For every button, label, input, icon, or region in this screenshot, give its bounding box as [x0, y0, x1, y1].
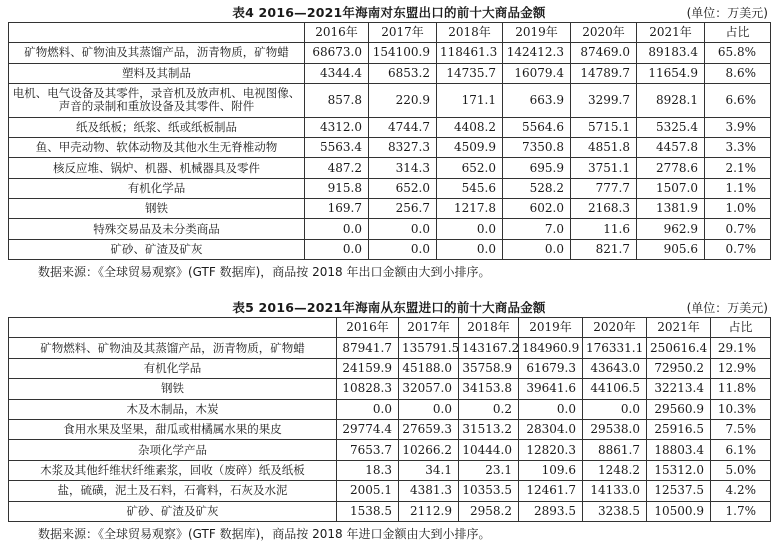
- value-cell: 0.0: [503, 239, 571, 259]
- value-cell: 0.2: [459, 399, 519, 419]
- header-cell: 2017年: [369, 23, 437, 43]
- value-cell: 27659.3: [399, 419, 459, 439]
- value-cell: 34153.8: [459, 379, 519, 399]
- value-cell: 0.0: [305, 219, 369, 239]
- table-row: [9, 440, 771, 460]
- value-cell: 777.7: [571, 178, 637, 198]
- value-cell: 1217.8: [437, 199, 503, 219]
- share-cell: 6.1%: [711, 440, 771, 460]
- value-cell: 169.7: [305, 199, 369, 219]
- header-cell: 2020年: [583, 318, 647, 338]
- value-cell: 4457.8: [637, 138, 705, 158]
- value-cell: 3299.7: [571, 83, 637, 117]
- table-row: [9, 63, 771, 83]
- value-cell: 4744.7: [369, 117, 437, 137]
- export-table-source: 数据来源：《全球贸易观察》(GTF 数据库)，商品按 2018 年出口金额由大到小排序。: [38, 264, 491, 279]
- value-cell: 602.0: [503, 199, 571, 219]
- value-cell: 154100.9: [369, 43, 437, 63]
- value-cell: 1381.9: [637, 199, 705, 219]
- value-cell: 109.6: [519, 460, 583, 480]
- header-cell: 2021年: [647, 318, 711, 338]
- value-cell: 220.9: [369, 83, 437, 117]
- value-cell: 29774.4: [337, 419, 399, 439]
- value-cell: 5563.4: [305, 138, 369, 158]
- commodity-name: 杂项化学产品: [9, 440, 337, 460]
- value-cell: 31513.2: [459, 419, 519, 439]
- table-row: [9, 43, 771, 63]
- value-cell: 1248.2: [583, 460, 647, 480]
- value-cell: 171.1: [437, 83, 503, 117]
- commodity-name: 木及木制品，木炭: [9, 399, 337, 419]
- value-cell: 39641.6: [519, 379, 583, 399]
- import-table-unit: (单位：万美元): [686, 301, 768, 315]
- commodity-name: 有机化学品: [9, 358, 337, 378]
- share-cell: 65.8%: [705, 43, 771, 63]
- value-cell: 72950.2: [647, 358, 711, 378]
- value-cell: 16079.4: [503, 63, 571, 83]
- value-cell: 24159.9: [337, 358, 399, 378]
- value-cell: 487.2: [305, 158, 369, 178]
- header-cell: 占比: [705, 23, 771, 43]
- value-cell: 0.0: [583, 399, 647, 419]
- value-cell: 528.2: [503, 178, 571, 198]
- value-cell: 87469.0: [571, 43, 637, 63]
- commodity-name: 矿物燃料、矿物油及其蒸馏产品，沥青物质，矿物蜡: [9, 43, 305, 63]
- value-cell: 915.8: [305, 178, 369, 198]
- table-row: [9, 83, 771, 117]
- commodity-name: 矿砂、矿渣及矿灰: [9, 239, 305, 259]
- share-cell: 12.9%: [711, 358, 771, 378]
- header-cell: 2017年: [399, 318, 459, 338]
- value-cell: 1538.5: [337, 501, 399, 521]
- table-row: [9, 199, 771, 219]
- import-table-head-row: [9, 318, 771, 338]
- value-cell: 10444.0: [459, 440, 519, 460]
- value-cell: 12820.3: [519, 440, 583, 460]
- import-table-source: 数据来源：《全球贸易观察》(GTF 数据库)，商品按 2018 年进口金额由大到小排序。: [38, 526, 491, 541]
- value-cell: 652.0: [437, 158, 503, 178]
- header-cell: 2016年: [337, 318, 399, 338]
- value-cell: 4344.4: [305, 63, 369, 83]
- value-cell: 4381.3: [399, 481, 459, 501]
- value-cell: 545.6: [437, 178, 503, 198]
- commodity-name: 电机、电气设备及其零件，录音机及放声机、电视图像、声音的录制和重放设备及其零件、附件: [9, 83, 305, 117]
- value-cell: 14789.7: [571, 63, 637, 83]
- share-cell: 1.1%: [705, 178, 771, 198]
- export-table: [8, 22, 771, 260]
- value-cell: 821.7: [571, 239, 637, 259]
- value-cell: 4851.8: [571, 138, 637, 158]
- value-cell: 28304.0: [519, 419, 583, 439]
- value-cell: 29538.0: [583, 419, 647, 439]
- value-cell: 0.0: [399, 399, 459, 419]
- share-cell: 6.6%: [705, 83, 771, 117]
- table-row: [9, 138, 771, 158]
- share-cell: 0.7%: [705, 239, 771, 259]
- table-row: [9, 158, 771, 178]
- value-cell: 0.0: [519, 399, 583, 419]
- export-table-body: [9, 43, 771, 260]
- value-cell: 1507.0: [637, 178, 705, 198]
- value-cell: 35758.9: [459, 358, 519, 378]
- export-table-title: 表4 2016—2021年海南对东盟出口的前十大商品金额: [232, 5, 546, 20]
- commodity-name: 特殊交易品及未分类商品: [9, 219, 305, 239]
- commodity-name: 矿物燃料、矿物油及其蒸馏产品，沥青物质，矿物蜡: [9, 338, 337, 358]
- header-cell: 2016年: [305, 23, 369, 43]
- commodity-name: 塑料及其制品: [9, 63, 305, 83]
- value-cell: 663.9: [503, 83, 571, 117]
- value-cell: 14133.0: [583, 481, 647, 501]
- value-cell: 18.3: [337, 460, 399, 480]
- value-cell: 905.6: [637, 239, 705, 259]
- value-cell: 2168.3: [571, 199, 637, 219]
- commodity-name: 矿砂、矿渣及矿灰: [9, 501, 337, 521]
- value-cell: 44106.5: [583, 379, 647, 399]
- header-cell-category: [9, 23, 305, 43]
- value-cell: 4408.2: [437, 117, 503, 137]
- import-table-header: [8, 297, 770, 317]
- table-row: [9, 419, 771, 439]
- header-cell: 2020年: [571, 23, 637, 43]
- value-cell: 10266.2: [399, 440, 459, 460]
- table-row: [9, 219, 771, 239]
- value-cell: 10500.9: [647, 501, 711, 521]
- table-row: [9, 501, 771, 521]
- value-cell: 0.0: [369, 219, 437, 239]
- commodity-name: 鱼、甲壳动物、软体动物及其他水生无脊椎动物: [9, 138, 305, 158]
- value-cell: 68673.0: [305, 43, 369, 63]
- table-row: [9, 178, 771, 198]
- share-cell: 11.8%: [711, 379, 771, 399]
- value-cell: 11.6: [571, 219, 637, 239]
- import-table-block: [8, 297, 770, 542]
- header-cell: 2019年: [519, 318, 583, 338]
- share-cell: 3.3%: [705, 138, 771, 158]
- share-cell: 0.7%: [705, 219, 771, 239]
- value-cell: 89183.4: [637, 43, 705, 63]
- value-cell: 11654.9: [637, 63, 705, 83]
- value-cell: 25916.5: [647, 419, 711, 439]
- value-cell: 0.0: [437, 219, 503, 239]
- value-cell: 43643.0: [583, 358, 647, 378]
- value-cell: 0.0: [305, 239, 369, 259]
- import-table-body: [9, 338, 771, 522]
- table-row: [9, 460, 771, 480]
- value-cell: 314.3: [369, 158, 437, 178]
- commodity-name: 核反应堆、锅炉、机器、机械器具及零件: [9, 158, 305, 178]
- export-table-unit: (单位：万美元): [686, 6, 768, 20]
- value-cell: 2778.6: [637, 158, 705, 178]
- value-cell: 250616.4: [647, 338, 711, 358]
- value-cell: 3238.5: [583, 501, 647, 521]
- value-cell: 61679.3: [519, 358, 583, 378]
- value-cell: 23.1: [459, 460, 519, 480]
- value-cell: 2112.9: [399, 501, 459, 521]
- value-cell: 12461.7: [519, 481, 583, 501]
- table-row: [9, 481, 771, 501]
- value-cell: 962.9: [637, 219, 705, 239]
- value-cell: 2958.2: [459, 501, 519, 521]
- commodity-name: 钢铁: [9, 379, 337, 399]
- share-cell: 1.0%: [705, 199, 771, 219]
- value-cell: 652.0: [369, 178, 437, 198]
- value-cell: 176331.1: [583, 338, 647, 358]
- share-cell: 3.9%: [705, 117, 771, 137]
- value-cell: 3751.1: [571, 158, 637, 178]
- value-cell: 143167.2: [459, 338, 519, 358]
- value-cell: 14735.7: [437, 63, 503, 83]
- import-table-title: 表5 2016—2021年海南从东盟进口的前十大商品金额: [232, 300, 546, 315]
- value-cell: 0.0: [337, 399, 399, 419]
- share-cell: 29.1%: [711, 338, 771, 358]
- header-cell: 占比: [711, 318, 771, 338]
- value-cell: 857.8: [305, 83, 369, 117]
- share-cell: 10.3%: [711, 399, 771, 419]
- commodity-name: 有机化学品: [9, 178, 305, 198]
- value-cell: 6853.2: [369, 63, 437, 83]
- header-cell: 2018年: [459, 318, 519, 338]
- commodity-name: 纸及纸板；纸浆、纸或纸板制品: [9, 117, 305, 137]
- value-cell: 29560.9: [647, 399, 711, 419]
- header-cell: 2021年: [637, 23, 705, 43]
- table-row: [9, 379, 771, 399]
- value-cell: 32213.4: [647, 379, 711, 399]
- commodity-name: 钢铁: [9, 199, 305, 219]
- share-cell: 1.7%: [711, 501, 771, 521]
- table-row: [9, 117, 771, 137]
- commodity-name: 食用水果及坚果，甜瓜或柑橘属水果的果皮: [9, 419, 337, 439]
- value-cell: 2893.5: [519, 501, 583, 521]
- value-cell: 18803.4: [647, 440, 711, 460]
- value-cell: 4312.0: [305, 117, 369, 137]
- value-cell: 8928.1: [637, 83, 705, 117]
- export-table-header: [8, 2, 770, 22]
- share-cell: 2.1%: [705, 158, 771, 178]
- share-cell: 8.6%: [705, 63, 771, 83]
- table-row: [9, 338, 771, 358]
- value-cell: 7653.7: [337, 440, 399, 460]
- export-table-block: [8, 2, 770, 280]
- value-cell: 256.7: [369, 199, 437, 219]
- export-table-head-row: [9, 23, 771, 43]
- value-cell: 0.0: [369, 239, 437, 259]
- value-cell: 12537.5: [647, 481, 711, 501]
- value-cell: 2005.1: [337, 481, 399, 501]
- value-cell: 34.1: [399, 460, 459, 480]
- value-cell: 7.0: [503, 219, 571, 239]
- value-cell: 695.9: [503, 158, 571, 178]
- header-cell-category: [9, 318, 337, 338]
- value-cell: 7350.8: [503, 138, 571, 158]
- value-cell: 45188.0: [399, 358, 459, 378]
- table-row: [9, 239, 771, 259]
- value-cell: 135791.5: [399, 338, 459, 358]
- header-cell: 2018年: [437, 23, 503, 43]
- value-cell: 4509.9: [437, 138, 503, 158]
- commodity-name: 盐，硫磺，泥土及石料，石膏料，石灰及水泥: [9, 481, 337, 501]
- value-cell: 5325.4: [637, 117, 705, 137]
- value-cell: 32057.0: [399, 379, 459, 399]
- value-cell: 87941.7: [337, 338, 399, 358]
- value-cell: 10828.3: [337, 379, 399, 399]
- share-cell: 4.2%: [711, 481, 771, 501]
- value-cell: 15312.0: [647, 460, 711, 480]
- value-cell: 8327.3: [369, 138, 437, 158]
- value-cell: 8861.7: [583, 440, 647, 460]
- value-cell: 0.0: [437, 239, 503, 259]
- share-cell: 7.5%: [711, 419, 771, 439]
- import-table: [8, 317, 771, 522]
- value-cell: 118461.3: [437, 43, 503, 63]
- commodity-name: 木浆及其他纤维状纤维素浆，回收（废碎）纸及纸板: [9, 460, 337, 480]
- table-row: [9, 399, 771, 419]
- share-cell: 5.0%: [711, 460, 771, 480]
- value-cell: 10353.5: [459, 481, 519, 501]
- value-cell: 184960.9: [519, 338, 583, 358]
- header-cell: 2019年: [503, 23, 571, 43]
- table-row: [9, 358, 771, 378]
- value-cell: 142412.3: [503, 43, 571, 63]
- value-cell: 5715.1: [571, 117, 637, 137]
- value-cell: 5564.6: [503, 117, 571, 137]
